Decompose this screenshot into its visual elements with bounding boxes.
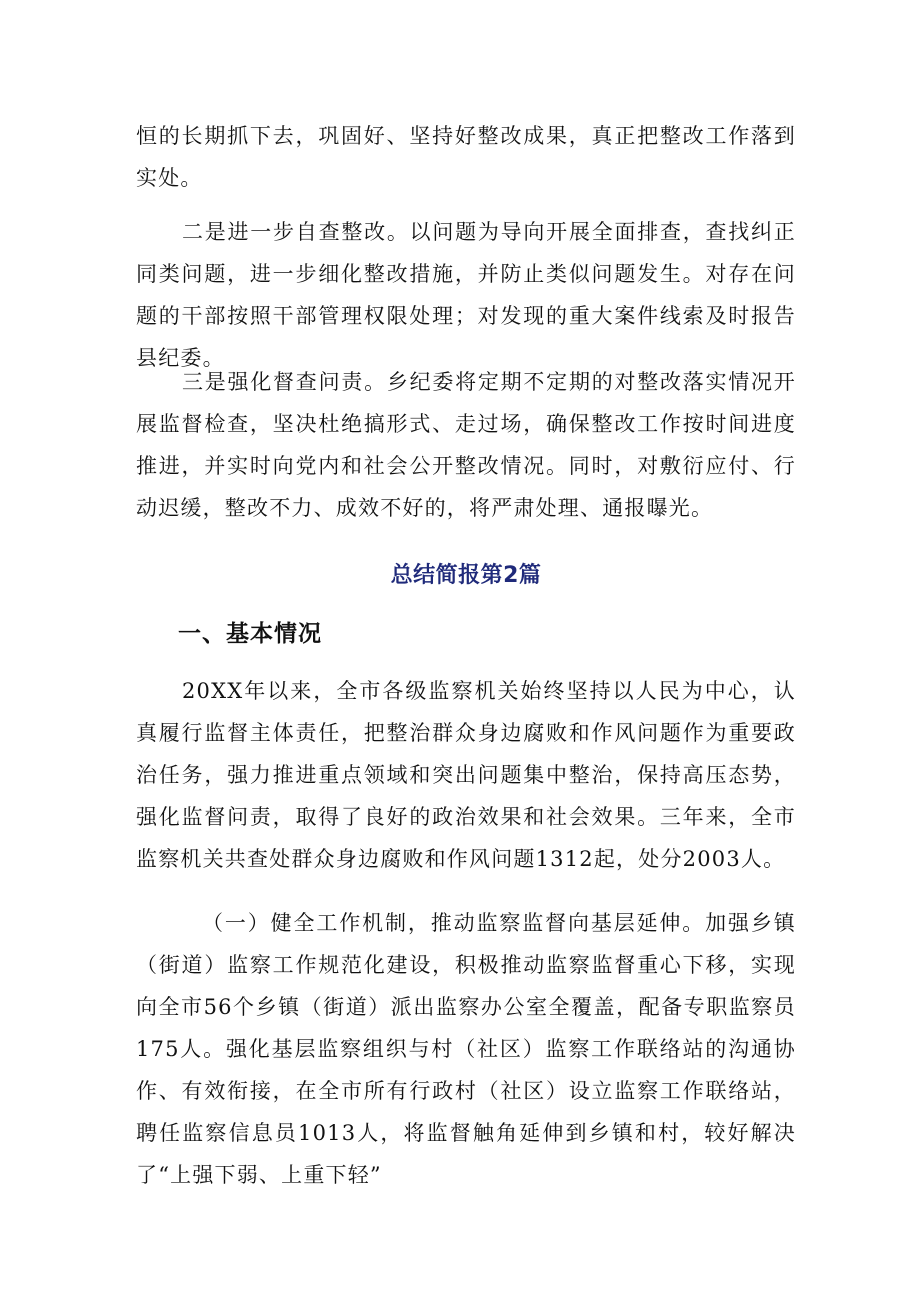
article-title: 总结简报第2篇: [390, 563, 542, 588]
paragraph-basic-situation: 20XX年以来，全市各级监察机关始终坚持以人民为中心，认真履行监督主体责任，把整治群众身边腐败和作风问题作为重要政治任务，强力推进重点领域和突出问题集中整治，保持高压态势，强化监督问责，取得了良好的政治效果和社会效果。三年来，全市监察机关共查处群众身边腐败和作风问题1312起，处分2003人。: [136, 679, 796, 871]
paragraph-continuation: 恒的长期抓下去，巩固好、坚持好整改成果，真正把整改工作落到实处。: [136, 124, 796, 190]
paragraph-self-inspection: 二是进一步自查整改。以问题为导向开展全面排查，查找纠正同类问题，进一步细化整改措施，并防止类似问题发生。对存在问题的干部按照干部管理权限处理；对发现的重大案件线索及时报告县纪委。: [136, 220, 796, 370]
section-heading: 一、基本情况: [178, 621, 322, 647]
paragraph-supervision-accountability: 三是强化督查问责。乡纪委将定期不定期的对整改落实情况开展监督检查，坚决杜绝搞形式、走过场，确保整改工作按时间进度推进，并实时向党内和社会公开整改情况。同时，对敷衍应付、行动迟缓，整改不力、成效不好的，将严肃处理、通报曝光。: [136, 370, 796, 520]
paragraph-work-mechanism: （一）健全工作机制，推动监察监督向基层延伸。加强乡镇（街道）监察工作规范化建设，积极推动监察监督重心下移，实现向全市56个乡镇（街道）派出监察办公室全覆盖，配备专职监察员175人。强化基层监察组织与村（社区）监察工作联络站的沟通协作、有效衔接，在全市所有行政村（社区）设立监察工作联络站，聘任监察信息员1013人，将监督触角延伸到乡镇和村，较好解决了“上强下弱、上重下轻”: [136, 911, 796, 1187]
